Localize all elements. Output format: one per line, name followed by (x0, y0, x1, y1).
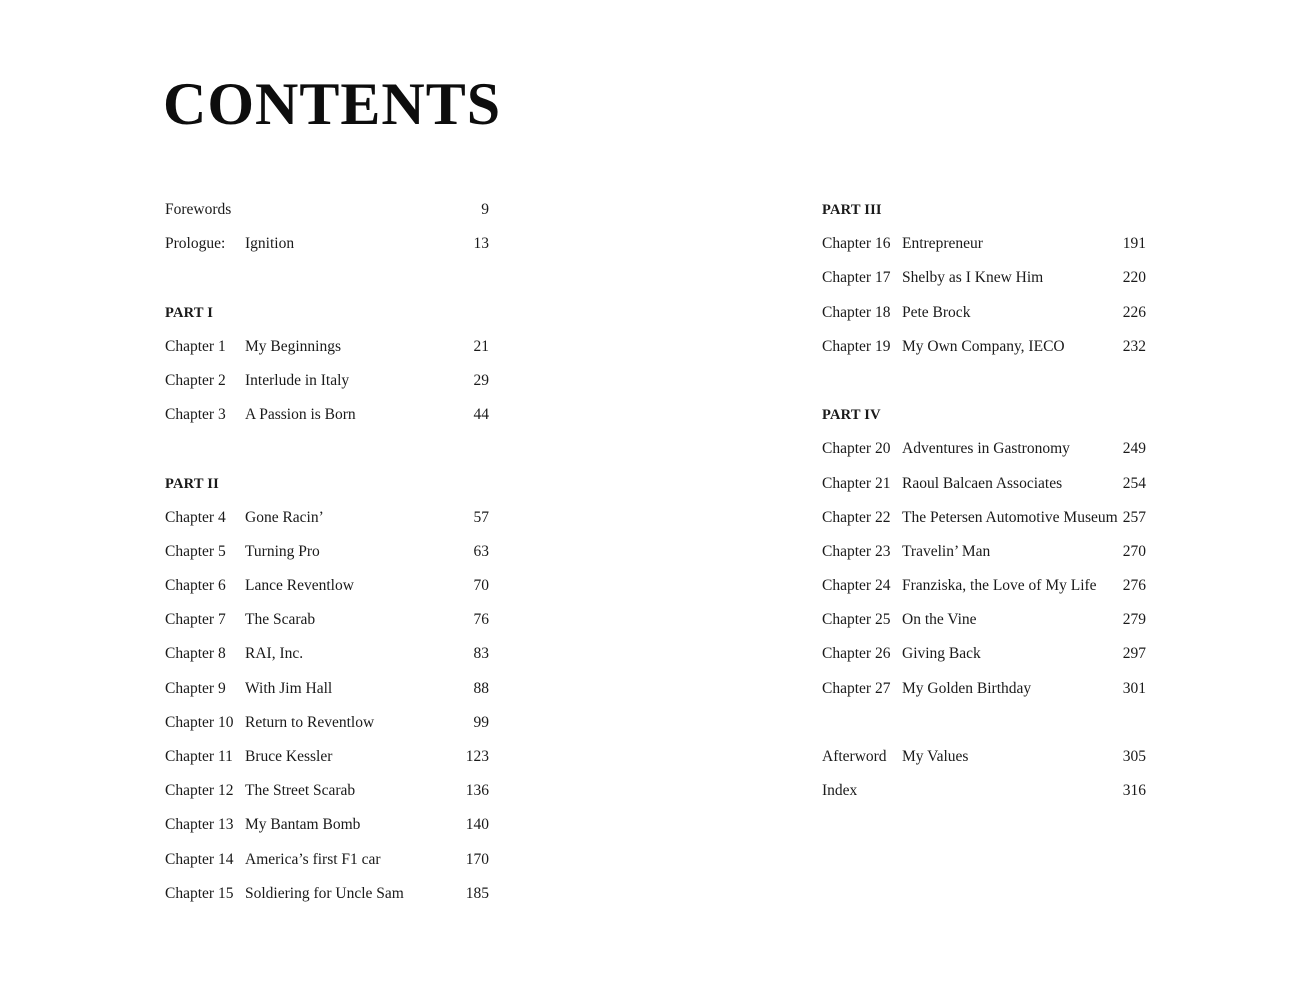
toc-entry[interactable] (822, 774, 1146, 808)
toc-entry-label: Chapter 18 (822, 303, 891, 321)
toc-entry-page: 76 (473, 611, 489, 629)
toc-entry[interactable] (822, 467, 1146, 501)
part-heading-label: PART III (822, 202, 882, 218)
toc-entry-page: 232 (1122, 337, 1146, 355)
toc-entry-page: 21 (473, 337, 489, 355)
page-title: CONTENTS (163, 71, 502, 137)
toc-entry-title: Franziska, the Love of My Life (902, 577, 1097, 595)
toc-entry-page: 316 (1122, 782, 1146, 800)
toc-entry[interactable] (822, 672, 1146, 706)
toc-entry-label: Chapter 17 (822, 269, 891, 287)
toc-entry-page: 63 (473, 542, 489, 560)
toc-entry[interactable] (165, 398, 489, 432)
toc-entry[interactable] (822, 740, 1146, 774)
toc-entry-label: Chapter 13 (165, 816, 234, 834)
toc-entry-title: Gone Racin’ (245, 508, 324, 526)
part-heading-label: PART II (165, 475, 219, 492)
toc-entry-label: Chapter 16 (822, 235, 891, 253)
toc-entry-page: 305 (1122, 748, 1146, 765)
toc-entry-title: Soldiering for Uncle Sam (245, 884, 404, 902)
toc-entry[interactable] (165, 877, 489, 911)
toc-entry-label: Chapter 2 (165, 371, 226, 389)
toc-entry-page: 254 (1122, 474, 1146, 492)
toc-entry[interactable] (165, 603, 489, 637)
toc-entry-title: Bruce Kessler (245, 748, 333, 765)
toc-entry-title: My Bantam Bomb (245, 816, 361, 834)
toc-entry-page: 83 (473, 645, 489, 663)
toc-entry-title: Lance Reventlow (245, 577, 354, 595)
toc-entry[interactable] (822, 637, 1146, 671)
toc-entry-label: Prologue: (165, 235, 226, 253)
toc-entry-page: 297 (1122, 645, 1146, 663)
toc-entry-title: RAI, Inc. (245, 645, 304, 663)
toc-entry[interactable] (822, 569, 1146, 603)
toc-entry[interactable] (822, 432, 1146, 466)
toc-entry[interactable] (165, 330, 489, 364)
toc-entry-page: 123 (465, 748, 489, 765)
part-heading (822, 193, 1146, 227)
toc-entry-title: A Passion is Born (245, 406, 356, 424)
toc-entry-label: Chapter 24 (822, 577, 891, 595)
toc-entry[interactable] (165, 706, 489, 740)
toc-entry[interactable] (165, 535, 489, 569)
toc-entry[interactable] (165, 637, 489, 671)
toc-entry-page: 136 (465, 782, 489, 800)
spacer (165, 432, 489, 466)
toc-entry-label: Chapter 12 (165, 782, 234, 800)
toc-entry-page: 9 (481, 201, 489, 218)
toc-entry-label: Chapter 11 (165, 748, 233, 765)
toc-entry-page: 301 (1122, 679, 1146, 697)
toc-entry-label: Chapter 5 (165, 542, 226, 560)
toc-entry-title: My Golden Birthday (902, 679, 1032, 697)
toc-right-column (822, 193, 1146, 808)
toc-entry-label: Chapter 15 (165, 884, 234, 902)
part-heading-label: PART I (165, 304, 214, 321)
toc-entry[interactable] (822, 261, 1146, 295)
toc-entry-page: 185 (465, 884, 489, 902)
toc-entry-label: Chapter 10 (165, 713, 234, 731)
toc-entry-page: 88 (473, 679, 489, 697)
toc-entry-page: 270 (1122, 542, 1146, 560)
part-heading-label: PART IV (822, 407, 881, 424)
part-heading (165, 296, 489, 330)
toc-entry-label: Chapter 4 (165, 508, 226, 526)
toc-entry-page: 257 (1122, 508, 1146, 526)
toc-entry-page: 13 (473, 235, 489, 253)
toc-entry-title: Shelby as I Knew Him (902, 269, 1044, 287)
spacer (822, 706, 1146, 740)
toc-entry-title: My Values (902, 748, 969, 765)
toc-entry[interactable] (165, 364, 489, 398)
toc-entry-title: My Beginnings (245, 337, 342, 355)
toc-entry-page: 29 (473, 371, 489, 389)
toc-entry-label: Chapter 23 (822, 542, 891, 560)
toc-entry-label: Chapter 22 (822, 508, 891, 526)
toc-entry-label: Chapter 21 (822, 474, 891, 492)
toc-entry-page: 279 (1122, 611, 1146, 629)
toc-entry-page: 226 (1122, 303, 1146, 321)
toc-left-column (165, 193, 489, 911)
toc-entry-title: The Scarab (245, 611, 316, 629)
toc-entry-label: Chapter 14 (165, 850, 234, 868)
toc-entry[interactable] (822, 535, 1146, 569)
toc-entry-label: Forewords (165, 201, 232, 218)
toc-entry-title: Travelin’ Man (902, 542, 991, 560)
toc-entry-label: Chapter 20 (822, 440, 891, 458)
toc-entry-title: My Own Company, IECO (902, 337, 1065, 355)
toc-entry-title: Interlude in Italy (245, 371, 350, 389)
toc-entry-label: Chapter 6 (165, 577, 226, 595)
part-heading (822, 398, 1146, 432)
toc-entry-page: 249 (1122, 440, 1146, 458)
toc-entry[interactable] (822, 227, 1146, 261)
toc-entry-title: Ignition (245, 235, 295, 253)
toc-entry-label: Chapter 27 (822, 679, 891, 697)
spacer (822, 364, 1146, 398)
toc-entry-label: Index (822, 782, 858, 800)
toc-entry-title: Raoul Balcaen Associates (902, 474, 1063, 492)
toc-entry-page: 170 (465, 850, 489, 868)
toc-entry-label: Afterword (822, 748, 887, 765)
toc-entry-page: 140 (465, 816, 489, 834)
toc-entry-title: Adventures in Gastronomy (902, 440, 1070, 458)
toc-entry-page: 70 (473, 577, 489, 595)
toc-entry[interactable] (822, 501, 1146, 535)
toc-entry-title: America’s first F1 car (245, 850, 381, 868)
toc-entry-label: Chapter 19 (822, 337, 891, 355)
toc-entry[interactable] (165, 808, 489, 842)
toc-entry-label: Chapter 8 (165, 645, 226, 663)
toc-entry[interactable] (165, 193, 489, 227)
toc-entry[interactable] (165, 843, 489, 877)
spacer (165, 261, 489, 295)
toc-entry[interactable] (165, 740, 489, 774)
toc-entry-title: On the Vine (902, 611, 977, 629)
toc-entry-label: Chapter 1 (165, 337, 226, 355)
toc-entry-page: 191 (1122, 235, 1146, 253)
toc-entry-title: Giving Back (902, 645, 981, 663)
toc-entry[interactable] (165, 672, 489, 706)
toc-entry-title: The Street Scarab (245, 782, 356, 800)
toc-entry-label: Chapter 3 (165, 406, 226, 424)
toc-entry-title: Return to Reventlow (245, 713, 375, 731)
toc-entry-page: 220 (1122, 269, 1146, 287)
toc-entry[interactable] (822, 330, 1146, 364)
toc-entry[interactable] (822, 296, 1146, 330)
toc-entry[interactable] (165, 569, 489, 603)
toc-entry[interactable] (165, 227, 489, 261)
toc-entry-title: The Petersen Automotive Museum (902, 508, 1118, 526)
toc-entry-title: Pete Brock (902, 303, 971, 321)
part-heading (165, 467, 489, 501)
toc-entry-page: 276 (1122, 577, 1146, 595)
toc-entry-title: Turning Pro (245, 542, 320, 560)
toc-entry-label: Chapter 25 (822, 611, 891, 629)
toc-entry-label: Chapter 26 (822, 645, 891, 663)
toc-entry-page: 44 (473, 406, 489, 424)
toc-entry[interactable] (165, 774, 489, 808)
toc-entry[interactable] (822, 603, 1146, 637)
toc-entry[interactable] (165, 501, 489, 535)
toc-entry-label: Chapter 9 (165, 679, 226, 697)
toc-entry-page: 57 (473, 508, 489, 526)
toc-entry-title: With Jim Hall (245, 679, 333, 697)
toc-entry-page: 99 (473, 713, 489, 731)
toc-entry-label: Chapter 7 (165, 611, 226, 629)
toc-entry-title: Entrepreneur (902, 235, 983, 253)
